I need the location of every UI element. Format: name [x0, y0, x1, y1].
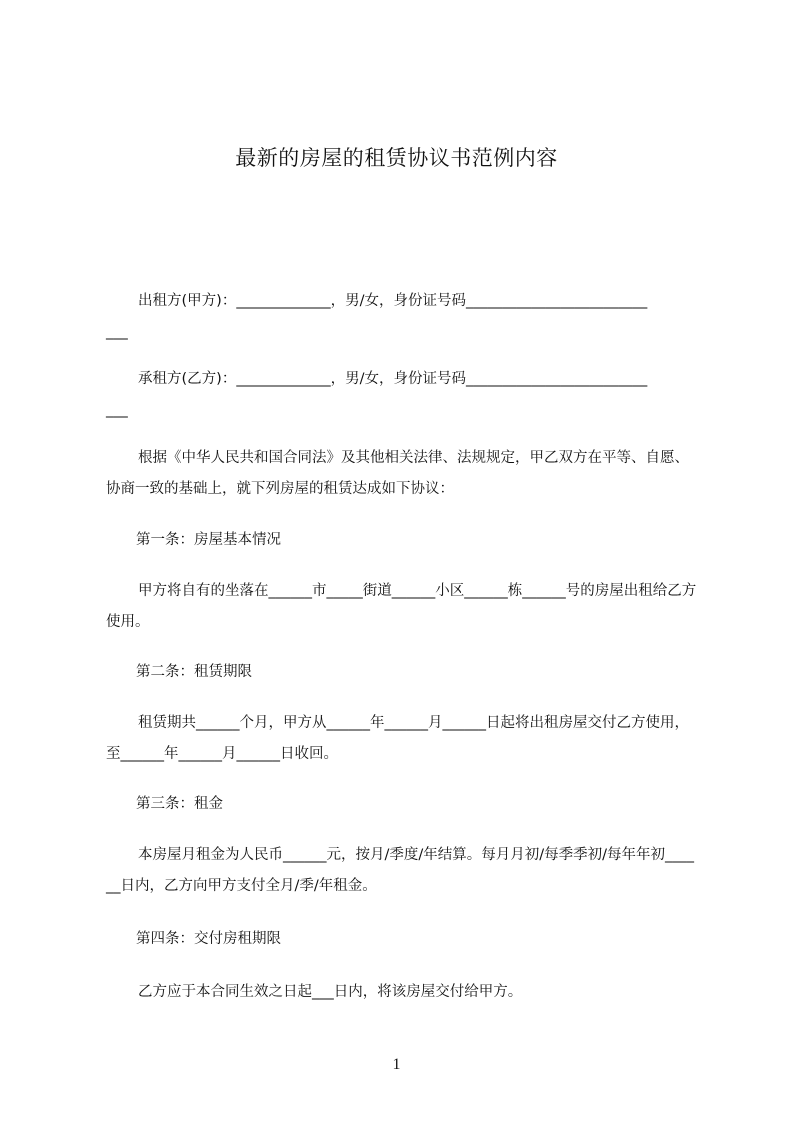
lessee-line [106, 364, 700, 395]
lessee-line-continued: ___ [106, 402, 128, 418]
article-4-heading: 第四条：交付房租期限 [136, 931, 281, 947]
lessee-text: 承租方(乙方)：_____________，男/女，身份证号码_________________________ [138, 371, 648, 387]
article-2-body: 租赁期共______个月，甲方从______年______月______日起将出租房屋交付乙方使用，至______年______月______日收回。 [106, 715, 689, 762]
lessor-line-continued: ___ [106, 324, 128, 340]
document-title: 最新的房屋的租赁协议书范例内容 [235, 146, 558, 170]
article-2-heading: 第二条：租赁期限 [136, 664, 252, 680]
lessor-text: 出租方(甲方)：_____________，男/女，身份证号码_________________________ [138, 293, 648, 309]
article-3-heading: 第三条：租金 [136, 796, 223, 812]
preamble-paragraph: 根据《中华人民共和国合同法》及其他相关法律、法规规定，甲乙双方在平等、自愿、协商一致的基础上，就下列房屋的租赁达成如下协议： [106, 450, 689, 497]
page-number: 1 [392, 1056, 401, 1073]
article-1-body: 甲方将自有的坐落在______市_____街道______小区______栋______号的房屋出租给乙方使用。 [106, 583, 697, 630]
lessor-line [106, 286, 700, 317]
article-1-heading: 第一条：房屋基本情况 [136, 532, 281, 548]
article-4-body: 乙方应于本合同生效之日起___日内，将该房屋交付给甲方。 [138, 984, 523, 1000]
article-3-body: 本房屋月租金为人民币______元，按月/季度/年结算。每月月初/每季季初/每年年初______日内，乙方向甲方支付全月/季/年租金。 [106, 847, 695, 894]
